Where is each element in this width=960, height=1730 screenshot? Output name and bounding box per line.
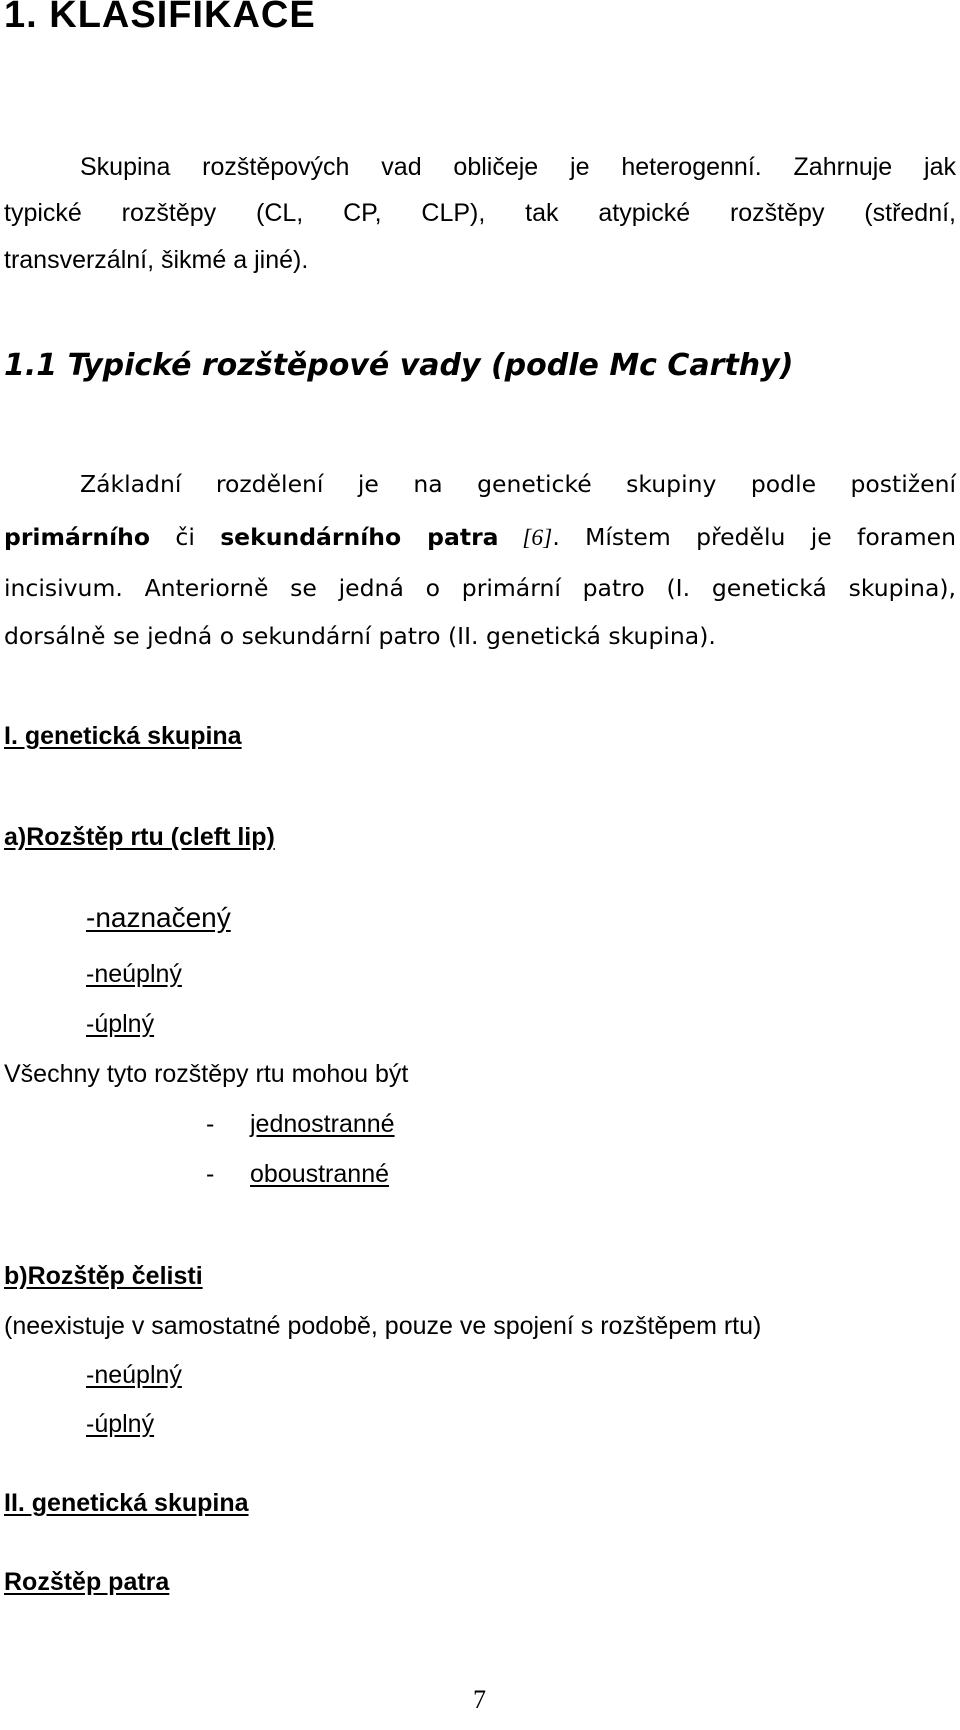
chapter-heading: 1. KLASIFIKACE [4,0,316,36]
side-dash: - [206,1160,215,1188]
section-heading: 1.1 Typické rozštěpové vady (podle Mc Carthy) [4,348,794,383]
cleft-jaw-title: b)Rozštěp čelisti [4,1262,203,1290]
intro-line-3: transverzální, šikmé a jiné). [4,246,309,274]
group-1-title: I. genetická skupina [4,722,242,750]
cleft-lip-note: Všechny tyto rozštěpy rtu mohou být [4,1060,409,1088]
cleft-lip-title: a)Rozštěp rtu (cleft lip) [4,823,275,851]
cleft-lip-item: -naznačený [86,902,231,933]
primary-palate-term: primárního [4,523,151,551]
section-line-2 [4,523,956,552]
cleft-jaw-item: -úplný [86,1410,155,1438]
side-item-unilateral: jednostranné [250,1110,395,1138]
cleft-palate-title: Rozštěp patra [4,1568,170,1596]
conjunction: či [150,523,221,551]
section-line-2-rest: . Místem předělu je foramen [552,523,956,551]
cleft-jaw-note: (neexistuje v samostatné podobě, pouze ve spojení s rozštěpem rtu) [4,1312,762,1340]
side-dash: - [206,1110,215,1138]
cleft-lip-item: -úplný [86,1010,155,1038]
section-line-4: dorsálně se jedná o sekundární patro (II. genetická skupina). [4,622,716,650]
intro-line-1: Skupina rozštěpových vad obličeje je heterogenní. Zahrnuje jak [80,153,956,181]
intro-line-2: typické rozštěpy (CL, CP, CLP), tak atypické rozštěpy (střední, [4,199,956,227]
group-2-title: II. genetická skupina [4,1489,249,1517]
secondary-palate-term: sekundárního patra [220,523,499,551]
cleft-lip-item: -neúplný [86,960,182,988]
section-line-3: incisivum. Anteriorně se jedná o primární patro (I. genetická skupina), [4,574,956,602]
page-number: 7 [473,1685,486,1714]
section-line-1: Základní rozdělení je na genetické skupiny podle postižení [80,470,956,498]
citation: [6] [498,525,553,551]
side-item-bilateral: oboustranné [250,1160,390,1188]
cleft-jaw-item: -neúplný [86,1361,182,1389]
